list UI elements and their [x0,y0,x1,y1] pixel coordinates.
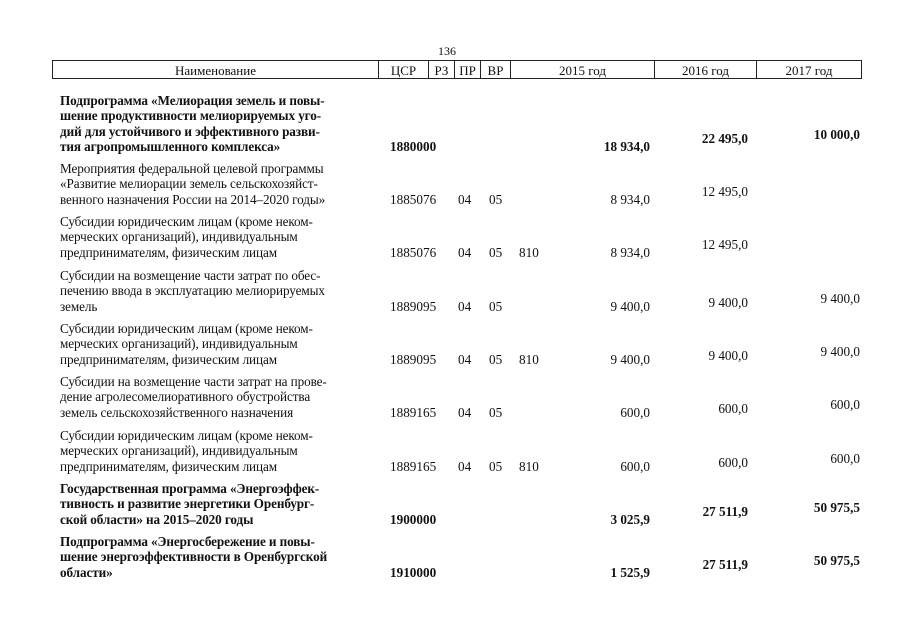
table-header [52,60,862,79]
row-value-2016: 12 495,0 [701,183,748,199]
row-value-2015: 600,0 [620,404,650,420]
row-pr: 05 [489,351,503,367]
row-value-2016: 600,0 [718,454,748,470]
row-pr: 05 [489,298,503,314]
row-value-2017: 600,0 [830,396,860,412]
row-csr: 1889095 [390,298,437,314]
row-rz: 04 [458,191,472,207]
row-vr: 810 [519,458,539,474]
row-value-2017: 50 975,5 [813,499,860,515]
page-number: 136 [438,44,456,58]
row-rz: 04 [458,244,472,260]
row-rz: 04 [458,298,472,314]
header-2016: 2016 год [654,61,756,78]
row-csr: 1880000 [390,138,437,154]
row-value-2016: 600,0 [718,400,748,416]
row-value-2016: 9 400,0 [708,294,748,310]
row-value-2015: 9 400,0 [610,298,650,314]
row-vr: 810 [519,351,539,367]
row-csr: 1889095 [390,351,437,367]
row-csr: 1900000 [390,511,437,527]
row-value-2016: 22 495,0 [701,130,748,146]
row-csr: 1910000 [390,564,437,580]
row-name: Подпрограмма «Мелиорация земель и повы- шение продуктивности мелиорируемых уго- дий для устойчивого и эффективного разви- тия агропромышленного комплекса» [60,93,325,154]
row-value-2015: 1 525,9 [610,564,650,580]
header-vr: ВР [480,61,510,78]
row-value-2017: 50 975,5 [813,552,860,568]
row-name: Субсидии юридическим лицам (кроме неком- мерческих организаций), индивидуальным предпринимателям, физическим лицам [60,428,313,474]
row-csr: 1885076 [390,191,437,207]
header-rz: РЗ [428,61,454,78]
row-value-2016: 12 495,0 [701,236,748,252]
header-name: Наименование [52,61,378,78]
row-pr: 05 [489,404,503,420]
row-value-2017: 600,0 [830,450,860,466]
row-vr: 810 [519,244,539,260]
row-value-2016: 9 400,0 [708,347,748,363]
row-value-2016: 27 511,9 [702,556,748,572]
row-value-2015: 18 934,0 [603,138,650,154]
row-value-2017: 9 400,0 [820,290,860,306]
row-name: Субсидии юридическим лицам (кроме неком- мерческих организаций), индивидуальным предпринимателям, физическим лицам [60,214,313,260]
row-name: Субсидии на возмещение части затрат на прове- дение агролесомелиоративного обустройства земель сельскохозяйственного назначения [60,374,327,420]
row-name: Мероприятия федеральной целевой программы «Развитие мелиорации земель сельскохозяйст- венного назначения России на 2014–2020 годы» [60,161,326,207]
header-2015: 2015 год [510,61,654,78]
row-pr: 05 [489,458,503,474]
row-value-2015: 8 934,0 [610,244,650,260]
row-name: Подпрограмма «Энергосбережение и повы- шение энергоэффективности в Оренбургской области» [60,534,328,580]
row-rz: 04 [458,458,472,474]
row-value-2016: 27 511,9 [702,503,748,519]
row-csr: 1889165 [390,404,437,420]
row-value-2015: 8 934,0 [610,191,650,207]
row-csr: 1889165 [390,458,437,474]
row-value-2015: 3 025,9 [610,511,650,527]
row-csr: 1885076 [390,244,437,260]
header-2017: 2017 год [756,61,862,78]
row-value-2017: 9 400,0 [820,343,860,359]
row-value-2017: 10 000,0 [813,126,860,142]
row-pr: 05 [489,244,503,260]
row-rz: 04 [458,404,472,420]
row-value-2015: 9 400,0 [610,351,650,367]
row-name: Государственная программа «Энергоэффек- тивность и развитие энергетики Оренбург- ской области» на 2015–2020 годы [60,481,320,527]
row-name: Субсидии на возмещение части затрат по обес- печению ввода в эксплуатацию мелиорируемых земель [60,268,325,314]
row-pr: 05 [489,191,503,207]
header-csr: ЦСР [378,61,428,78]
row-name: Субсидии юридическим лицам (кроме неком- мерческих организаций), индивидуальным предпринимателям, физическим лицам [60,321,313,367]
header-pr: ПР [454,61,480,78]
row-rz: 04 [458,351,472,367]
row-value-2015: 600,0 [620,458,650,474]
